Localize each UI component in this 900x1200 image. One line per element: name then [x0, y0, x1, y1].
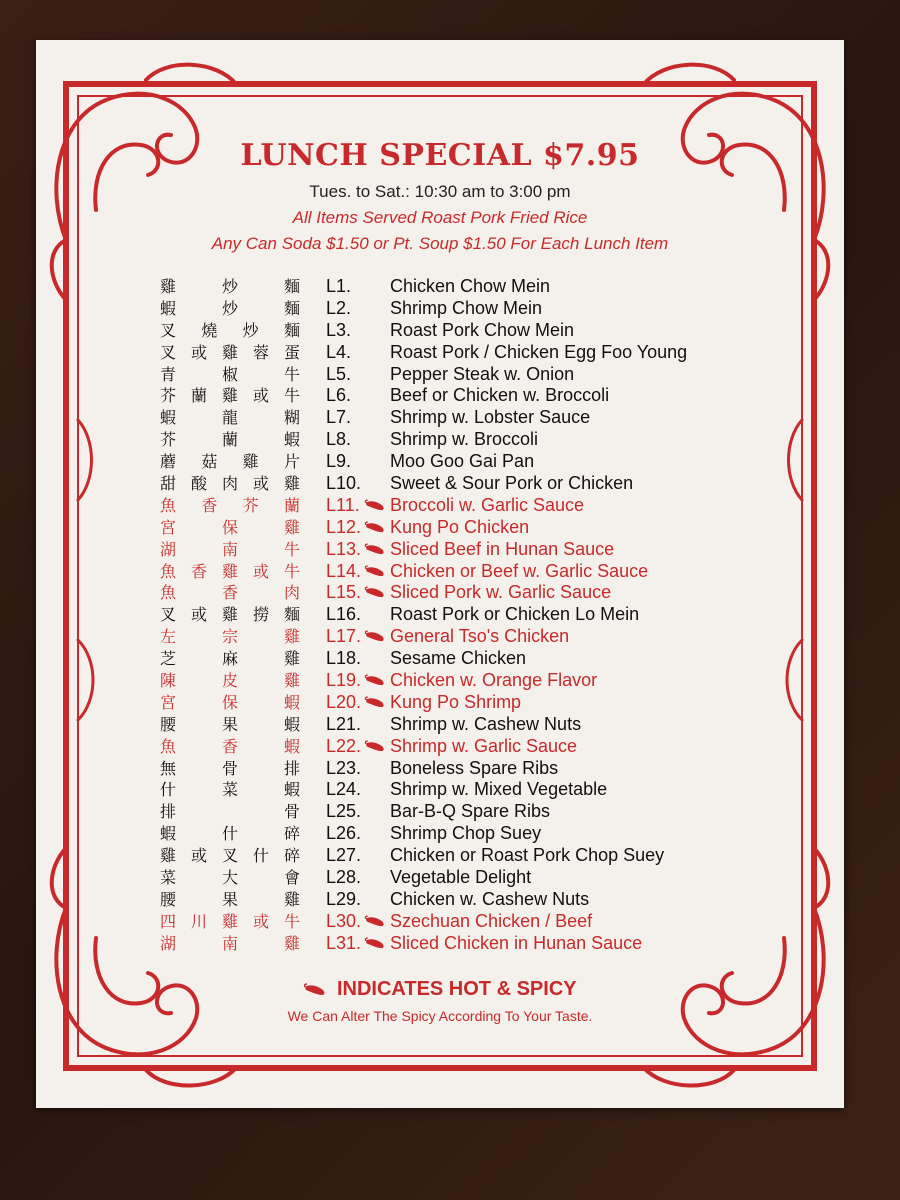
soda-soup-note: Any Can Soda $1.50 or Pt. Soup $1.50 For Each Lunch Item — [211, 234, 669, 253]
menu-sheet — [36, 40, 844, 1108]
menu-item — [160, 385, 800, 407]
menu-item-name: Roast Pork or Chicken Lo Mein — [390, 604, 640, 625]
pepper-icon — [364, 670, 386, 691]
menu-item-chinese-name: 蝦 炒 麵 — [160, 298, 300, 318]
menu-item-chinese-name: 叉 或 雞 撈 麵 — [160, 605, 300, 625]
menu-item-name: Shrimp w. Lobster Sauce — [390, 407, 591, 428]
menu-item-name: Szechuan Chicken / Beef — [390, 910, 593, 931]
menu-item-number: L29. — [326, 888, 362, 909]
menu-item — [160, 364, 800, 386]
menu-item — [160, 451, 800, 473]
menu-item-chinese-name: 甜 酸 肉 或 雞 — [160, 474, 300, 494]
menu-item — [160, 823, 800, 845]
menu-item-number: L17. — [326, 626, 362, 647]
menu-item-chinese-name: 什 菜 蝦 — [160, 780, 300, 800]
menu-item-name: Bar-B-Q Spare Ribs — [390, 801, 551, 822]
menu-item-chinese-name: 腰 果 蝦 — [160, 714, 300, 734]
menu-item-number: L18. — [326, 648, 362, 669]
menu-item — [160, 758, 800, 780]
menu-item-number: L20. — [326, 691, 362, 712]
menu-item-name: Roast Pork / Chicken Egg Foo Young — [390, 341, 688, 362]
menu-item-number: L23. — [326, 757, 362, 778]
menu-item-name: Vegetable Delight — [390, 867, 532, 888]
menu-item-name: Shrimp Chow Mein — [390, 297, 543, 318]
legend-text: INDICATES HOT & SPICY — [336, 978, 577, 1000]
pepper-icon — [364, 911, 386, 932]
menu-item-name: Shrimp w. Broccoli — [390, 429, 539, 450]
menu-item — [160, 889, 800, 911]
menu-item — [160, 561, 800, 583]
menu-item-number: L15. — [326, 582, 362, 603]
menu-item-chinese-name: 左 宗 雞 — [160, 627, 300, 647]
menu-item-chinese-name: 蘑 菇 雞 片 — [160, 452, 300, 472]
menu-item-name: Shrimp Chop Suey — [390, 823, 542, 844]
menu-item — [160, 692, 800, 714]
menu-item — [160, 801, 800, 823]
menu-item-name: Pepper Steak w. Onion — [390, 363, 575, 384]
menu-item-chinese-name: 湖 南 雞 — [160, 933, 300, 953]
menu-item — [160, 298, 800, 320]
menu-item-name: Chicken w. Cashew Nuts — [390, 888, 590, 909]
menu-item-name: Broccoli w. Garlic Sauce — [390, 494, 585, 515]
pepper-icon — [364, 692, 386, 713]
menu-item-number: L4. — [326, 341, 352, 362]
menu-item-name: Chicken or Roast Pork Chop Suey — [390, 845, 665, 866]
menu-item-chinese-name: 魚 香 肉 — [160, 583, 300, 603]
menu-item-name: Sweet & Sour Pork or Chicken — [390, 473, 634, 494]
menu-item-number: L13. — [326, 538, 362, 559]
menu-item — [160, 517, 800, 539]
menu-item — [160, 473, 800, 495]
menu-item-chinese-name: 蝦 什 碎 — [160, 824, 300, 844]
menu-item — [160, 539, 800, 561]
menu-item-number: L9. — [326, 451, 352, 472]
pepper-icon — [364, 736, 386, 757]
menu-item-chinese-name: 芝 麻 雞 — [160, 649, 300, 669]
menu-item-number: L6. — [326, 385, 352, 406]
menu-item-number: L21. — [326, 713, 362, 734]
menu-item-number: L12. — [326, 516, 362, 537]
menu-item-number: L24. — [326, 779, 362, 800]
rice-note: All Items Served Roast Pork Fried Rice — [292, 208, 588, 227]
menu-item — [160, 495, 800, 517]
menu-item-number: L14. — [326, 560, 362, 581]
menu-item-number: L7. — [326, 407, 352, 428]
pepper-icon — [364, 626, 386, 647]
menu-item-name: Boneless Spare Ribs — [390, 757, 559, 778]
menu-item-number: L11. — [326, 494, 360, 515]
menu-item-number: L25. — [326, 801, 362, 822]
menu-item-chinese-name: 芥 蘭 蝦 — [160, 430, 300, 450]
menu-item-number: L31. — [326, 932, 362, 953]
menu-item — [160, 845, 800, 867]
menu-item-name: Roast Pork Chow Mein — [390, 319, 575, 340]
menu-item-number: L16. — [326, 604, 362, 625]
menu-item-name: Chicken Chow Mein — [390, 276, 551, 296]
menu-item-number: L1. — [326, 276, 352, 296]
menu-item-chinese-name: 四 川 雞 或 牛 — [160, 911, 300, 931]
menu-item-chinese-name: 菜 大 會 — [160, 868, 300, 888]
menu-item — [160, 779, 800, 801]
pepper-icon — [364, 495, 386, 516]
page-title: LUNCH SPECIAL $7.95 — [240, 138, 640, 173]
menu-item-name: Beef or Chicken w. Broccoli — [390, 385, 610, 406]
pepper-icon — [364, 561, 386, 582]
menu-item-chinese-name: 腰 果 雞 — [160, 889, 300, 909]
menu-item-chinese-name: 宮 保 蝦 — [160, 692, 300, 712]
menu-item — [160, 648, 800, 670]
menu-item-name: Shrimp w. Cashew Nuts — [390, 713, 582, 734]
menu-item-name: Sesame Chicken — [390, 648, 527, 669]
menu-item-chinese-name: 魚 香 蝦 — [160, 736, 300, 756]
menu-item-chinese-name: 蝦 龍 糊 — [160, 408, 300, 428]
menu-item-number: L27. — [326, 845, 362, 866]
menu-item — [160, 276, 800, 298]
menu-item-chinese-name: 叉 或 雞 蓉 蛋 — [160, 342, 300, 362]
menu-item-name: Shrimp w. Mixed Vegetable — [390, 779, 608, 800]
hot-spicy-legend — [36, 978, 844, 1001]
menu-item-number: L8. — [326, 429, 352, 450]
menu-item-name: Chicken or Beef w. Garlic Sauce — [390, 560, 649, 581]
menu-item — [160, 342, 800, 364]
menu-item-name: Sliced Beef in Hunan Sauce — [390, 538, 615, 559]
menu-item-chinese-name: 雞 炒 麵 — [160, 277, 300, 296]
menu-item-chinese-name: 宮 保 雞 — [160, 517, 300, 537]
menu-item-name: Chicken w. Orange Flavor — [390, 670, 598, 691]
menu-item-number: L26. — [326, 823, 362, 844]
menu-item — [160, 736, 800, 758]
menu-item — [160, 867, 800, 889]
menu-item-number: L19. — [326, 670, 362, 691]
menu-item — [160, 933, 800, 955]
menu-item-chinese-name: 芥 蘭 雞 或 牛 — [160, 386, 300, 406]
menu-item — [160, 626, 800, 648]
menu-item-name: Kung Po Chicken — [390, 516, 530, 537]
menu-item-chinese-name: 排 骨 — [160, 802, 300, 822]
menu-item-number: L2. — [326, 297, 352, 318]
menu-item-chinese-name: 無 骨 排 — [160, 758, 300, 778]
menu-item-name: Sliced Pork w. Garlic Sauce — [390, 582, 612, 603]
service-hours: Tues. to Sat.: 10:30 am to 3:00 pm — [309, 182, 571, 201]
menu-item-name: Shrimp w. Garlic Sauce — [390, 735, 578, 756]
menu-item-name: Moo Goo Gai Pan — [390, 451, 535, 472]
pepper-icon — [364, 933, 386, 954]
spicy-adjust-note: We Can Alter The Spicy According To Your Taste. — [287, 1008, 593, 1024]
menu-item-chinese-name: 湖 南 牛 — [160, 539, 300, 559]
menu-item — [160, 911, 800, 933]
menu-item-name: General Tso's Chicken — [390, 626, 570, 647]
menu-item-number: L22. — [326, 735, 362, 756]
pepper-icon — [364, 582, 386, 603]
menu-item — [160, 320, 800, 342]
menu-item-chinese-name: 青 椒 牛 — [160, 364, 300, 384]
menu-item-name: Kung Po Shrimp — [390, 691, 522, 712]
menu-item-number: L3. — [326, 319, 352, 340]
menu-item-number: L30. — [326, 910, 362, 931]
pepper-icon — [303, 983, 327, 997]
menu-item-chinese-name: 叉 燒 炒 麵 — [160, 320, 300, 340]
menu-item-name: Sliced Chicken in Hunan Sauce — [390, 932, 643, 953]
pepper-icon — [364, 539, 386, 560]
menu-item — [160, 714, 800, 736]
menu-item-number: L28. — [326, 867, 362, 888]
menu-item — [160, 407, 800, 429]
menu-item-number: L5. — [326, 363, 352, 384]
menu-item-chinese-name: 雞 或 叉 什 碎 — [160, 846, 300, 866]
menu-item — [160, 582, 800, 604]
menu-item — [160, 429, 800, 451]
menu-item — [160, 670, 800, 692]
menu-item-chinese-name: 魚 香 芥 蘭 — [160, 495, 300, 515]
menu-list — [160, 276, 800, 955]
menu-item-chinese-name: 陳 皮 雞 — [160, 671, 300, 691]
menu-item-chinese-name: 魚 香 雞 或 牛 — [160, 561, 300, 581]
menu-item — [160, 604, 800, 626]
menu-item-number: L10. — [326, 473, 362, 494]
pepper-icon — [364, 517, 386, 538]
